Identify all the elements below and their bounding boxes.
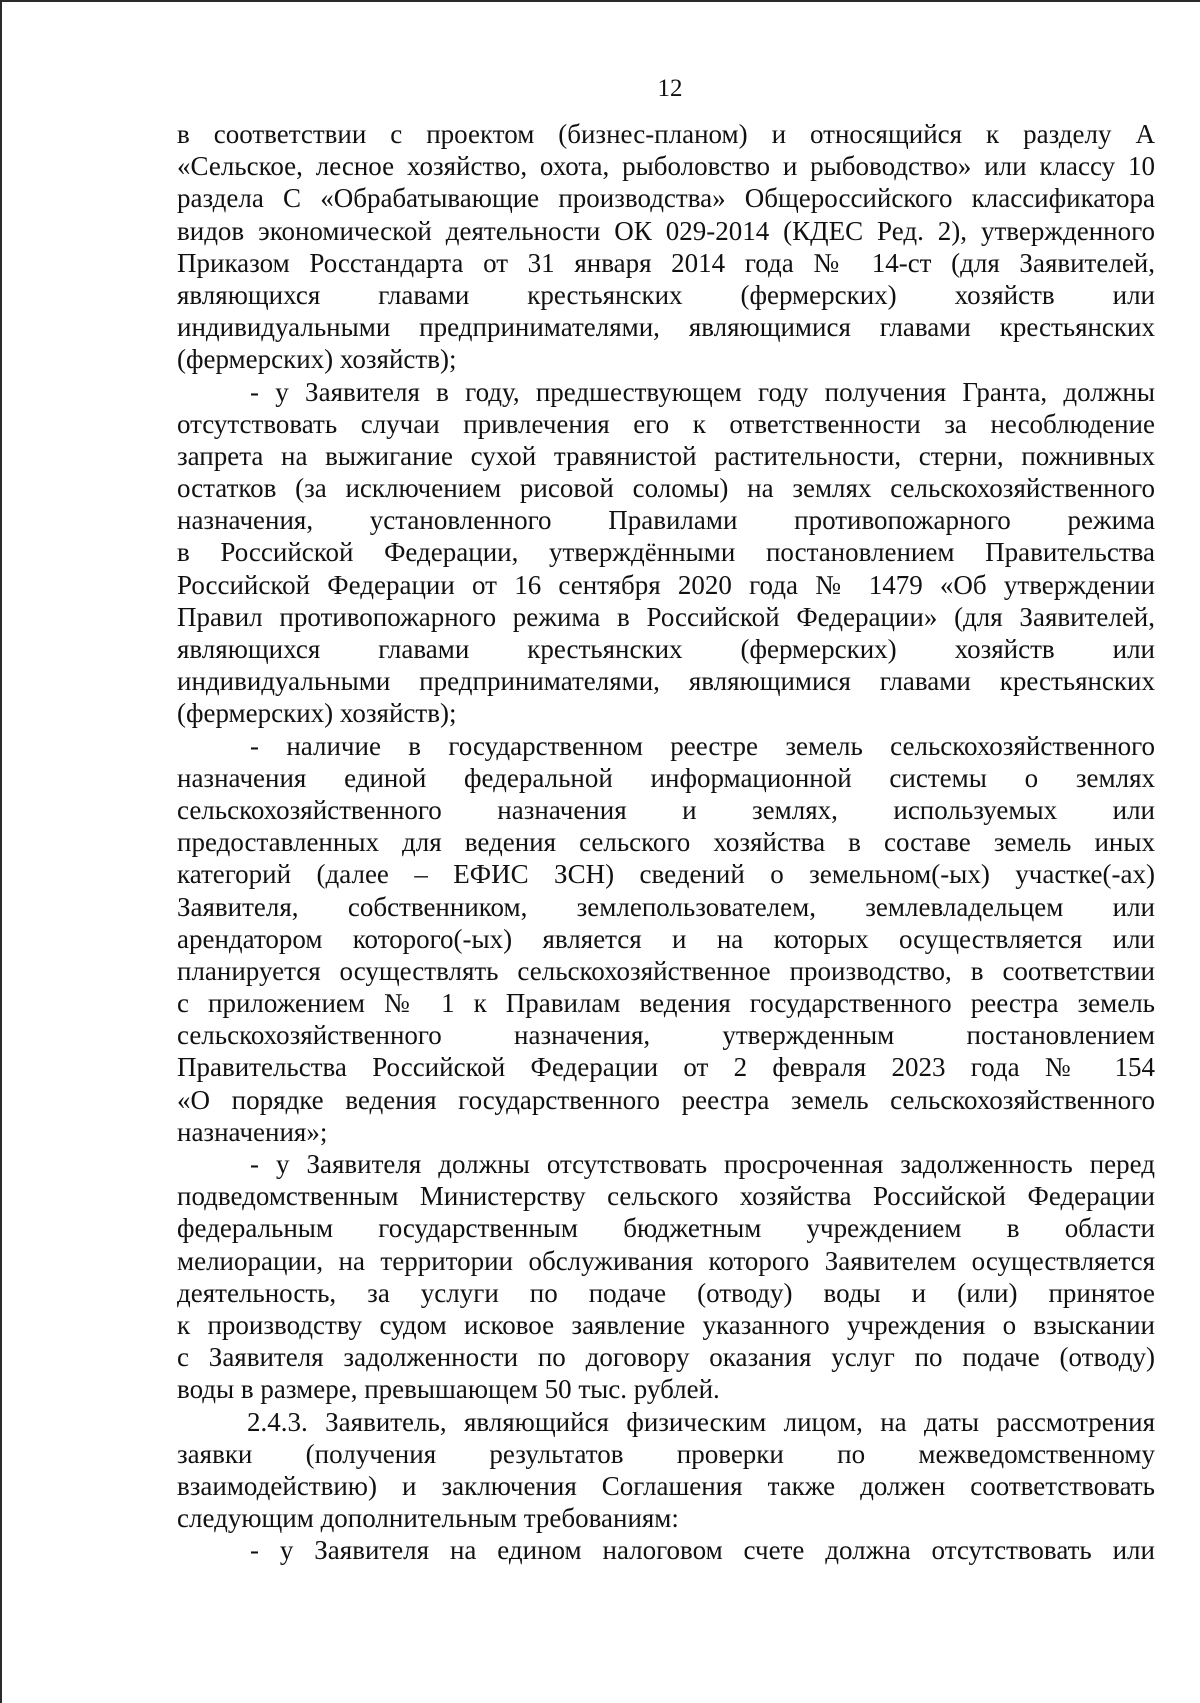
text-line: - у Заявителя должны отсутствовать просроченная задолженность перед	[250, 1149, 1155, 1179]
text-line: остатков (за исключением рисовой соломы) на землях сельскохозяйственного	[177, 473, 1155, 504]
text-line: деятельность, за услуги по подаче (отводу) воды и (или) принятое	[177, 1277, 1155, 1308]
text-line: Российской Федерации от 16 сентября 2020 года № 1479 «Об утверждении	[177, 569, 1155, 600]
text-line: подведомственным Министерству сельского хозяйства Российской Федерации	[177, 1181, 1155, 1212]
text-line: «О порядке ведения государственного реестра земель сельскохозяйственного	[177, 1084, 1155, 1115]
text-line: являющихся главами крестьянских (фермерских) хозяйств или	[177, 279, 1155, 310]
text-line: (фермерских) хозяйств);	[177, 344, 457, 375]
text-line: запрета на выжигание сухой травянистой растительности, стерни, пожнивных	[177, 440, 1155, 471]
text-line: «Сельское, лесное хозяйство, охота, рыболовство и рыбоводство» или классу 10	[177, 151, 1155, 182]
text-line: мелиорации, на территории обслуживания которого Заявителем осуществляется	[177, 1245, 1155, 1276]
text-line: предоставленных для ведения сельского хозяйства в составе земель иных	[177, 827, 1155, 858]
text-line: назначения единой федеральной информационной системы о землях	[177, 762, 1155, 793]
text-line: Заявителя, собственником, землепользователем, землевладельцем или	[177, 891, 1155, 922]
text-line: в соответствии с проектом (бизнес-планом) и относящийся к разделу А	[177, 119, 1155, 149]
text-line: планируется осуществлять сельскохозяйственное производство, в соответствии	[177, 955, 1155, 986]
text-line: Правительства Российской Федерации от 2 февраля 2023 года № 154	[177, 1052, 1155, 1083]
text-line: индивидуальными предпринимателями, являющимися главами крестьянских	[177, 666, 1155, 697]
text-line: назначения»;	[177, 1116, 328, 1147]
text-line: отсутствовать случаи привлечения его к ответственности за несоблюдение	[177, 408, 1155, 439]
text-line: взаимодействию) и заключения Соглашения также должен соответствовать	[177, 1470, 1155, 1501]
text-line: сельскохозяйственного назначения и землях, используемых или	[177, 794, 1155, 825]
text-line: к производству судом исковое заявление указанного учреждения о взыскании	[177, 1309, 1155, 1340]
text-line: индивидуальными предпринимателями, являющимися главами крестьянских	[177, 312, 1155, 343]
text-line: - у Заявителя в году, предшествующем году получения Гранта, должны	[250, 376, 1155, 407]
text-line: заявки (получения результатов проверки по межведомственному	[177, 1438, 1155, 1469]
text-line: видов экономической деятельности ОК 029-2014 (КДЕС Ред. 2), утвержденного	[177, 215, 1155, 246]
text-line: сельскохозяйственного назначения, утвержденным постановлением	[177, 1020, 1155, 1051]
text-line: в Российской Федерации, утверждёнными постановлением Правительства	[177, 537, 1155, 568]
document-body	[177, 118, 1155, 1566]
text-line: раздела С «Обрабатывающие производства» Общероссийского классификатора	[177, 183, 1155, 214]
text-line: арендатором которого(-ых) является и на которых осуществляется или	[177, 923, 1155, 954]
text-line: - наличие в государственном реестре земель сельскохозяйственного	[250, 730, 1155, 761]
text-line: Правил противопожарного режима в Российской Федерации» (для Заявителей,	[177, 601, 1155, 632]
text-line: категорий (далее – ЕФИС ЗСН) сведений о земельном(-ых) участке(-ах)	[177, 859, 1155, 890]
text-line: воды в размере, превышающем 50 тыс. рублей.	[177, 1374, 720, 1405]
text-line: следующим дополнительным требованиям:	[177, 1503, 679, 1534]
text-line: с Заявителя задолженности по договору оказания услуг по подаче (отводу)	[177, 1342, 1155, 1373]
text-line: с приложением № 1 к Правилам ведения государственного реестра земель	[177, 988, 1155, 1019]
text-line: (фермерских) хозяйств);	[177, 698, 457, 729]
page-number: 12	[657, 75, 683, 102]
text-line: являющихся главами крестьянских (фермерских) хозяйств или	[177, 634, 1155, 664]
text-line: 2.4.3. Заявитель, являющийся физическим лицом, на даты рассмотрения	[247, 1406, 1155, 1437]
text-line: назначения, установленного Правилами противопожарного режима	[177, 505, 1155, 536]
text-line: - у Заявителя на едином налоговом счете должна отсутствовать или	[250, 1535, 1155, 1566]
text-line: федеральным государственным бюджетным учреждением в области	[177, 1213, 1155, 1244]
text-line: Приказом Росстандарта от 31 января 2014 года № 14-ст (для Заявителей,	[177, 247, 1155, 278]
